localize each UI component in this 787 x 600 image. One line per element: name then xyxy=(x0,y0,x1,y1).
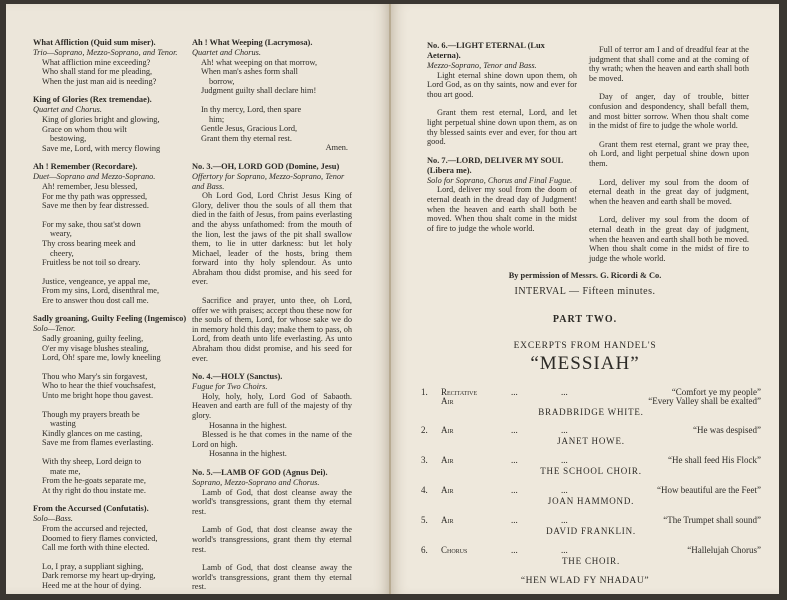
right-column-1 xyxy=(427,41,577,242)
stanza-gap xyxy=(192,96,352,105)
leader-dots: ... xyxy=(511,387,518,397)
text-line: Fruitless be not toil so dreary. xyxy=(42,258,141,268)
paragraph: Lamb of God, that dost cleanse away the world's transgressions, grant them thy eternal rest. xyxy=(192,487,352,516)
performer: THE CHOIR. xyxy=(562,556,620,566)
text-line: From my sins, Lord, disenthral me, xyxy=(42,286,160,296)
paragraph-gap xyxy=(192,287,352,296)
text-line: Save me then by fear distressed. xyxy=(42,201,149,211)
program-list xyxy=(421,387,761,575)
section xyxy=(427,156,577,234)
excerpts-heading: EXCERPTS FROM HANDEL'S xyxy=(513,341,657,351)
item-type: Air xyxy=(441,485,454,495)
item-title: “Hallelujah Chorus” xyxy=(687,545,761,555)
program-item xyxy=(421,425,761,455)
stanza-gap xyxy=(33,448,191,457)
item-number: 5. xyxy=(421,515,428,525)
item-number: 3. xyxy=(421,455,428,465)
stanza-gap xyxy=(33,401,191,410)
text-line: Judgment guilty shall declare him! xyxy=(201,86,317,96)
section-title: No. 6.—LIGHT ETERNAL (Lux Aeterna). xyxy=(427,41,545,60)
section-subtitle: Offertory for Soprano, Mezzo-Soprano, Tenor and Bass. xyxy=(192,171,345,191)
text-line: Save me from flames everlasting. xyxy=(42,438,154,448)
performer: DAVID FRANKLIN. xyxy=(546,526,636,536)
paragraph: Lord, deliver my soul from the doom of eternal death in the dread day of Judgment! when the heaven and earth shall both be moved. When thou shalt come in the midst of fire to judge the whole world. xyxy=(427,185,577,233)
item-title: “He was despised” xyxy=(693,425,761,435)
section xyxy=(427,41,577,147)
item-title: “How beautiful are the Feet” xyxy=(657,485,761,495)
text-line: Who shall stand for me pleading, xyxy=(42,67,153,77)
paragraph: Lamb of God, that dost cleanse away the world's transgressions, grant them thy eternal rest. xyxy=(192,525,352,554)
paragraph-gap xyxy=(192,554,352,563)
text-line: weary, xyxy=(50,229,72,239)
text-line: When the just man aid is needing? xyxy=(42,76,157,86)
section xyxy=(33,95,191,153)
text-line: borrow, xyxy=(209,76,235,86)
section-gap xyxy=(192,363,352,372)
text-line: In thy mercy, Lord, then spare xyxy=(201,104,302,114)
program-item xyxy=(421,515,761,545)
text-line: From the he-goats separate me, xyxy=(42,476,146,486)
section xyxy=(33,162,191,305)
item-type: Recitative xyxy=(441,387,478,397)
text-line: Lo, I pray, a suppliant sighing, xyxy=(42,561,144,571)
paragraph: Grant them rest eternal, grant we pray thee, oh Lord, and light perpetual shine down upon them. xyxy=(589,139,749,168)
section xyxy=(33,314,191,495)
performer: JOAN HAMMOND. xyxy=(547,496,635,506)
item-title: “The Trumpet shall sound” xyxy=(663,515,761,525)
section-title: What Affliction (Quid sum miser). xyxy=(33,38,156,47)
text-line: Justice, vengeance, ye appal me, xyxy=(42,276,151,286)
item-title: “Comfort ye my people” xyxy=(671,387,761,397)
section-gap xyxy=(427,147,577,156)
paragraph: Lamb of God, that dost cleanse away the world's transgressions, grant them thy eternal rest. xyxy=(192,563,352,592)
text-line: Ah! what weeping on that morrow, xyxy=(201,57,318,67)
paragraph-gap xyxy=(192,516,352,525)
text-line: From the accursed and rejected, xyxy=(42,523,148,533)
leader-dots: ... xyxy=(561,425,568,435)
text-line: Call me forth with thine elected. xyxy=(42,543,150,553)
permission-note: By permission of Messrs. G. Ricordi & Co. xyxy=(508,271,662,281)
item-type: Air xyxy=(441,396,454,406)
interval-note: INTERVAL — Fifteen minutes. xyxy=(514,286,656,297)
leader-dots: ... xyxy=(511,515,518,525)
section-subtitle: Soprano, Mezzo-Soprano and Chorus. xyxy=(192,477,320,487)
text-line: Ah! remember, Jesu blessed, xyxy=(42,181,138,191)
stanza-gap xyxy=(33,553,191,562)
section-title: Ah ! What Weeping (Lacrymosa). xyxy=(192,38,313,47)
section-title: No. 5.—LAMB OF GOD (Agnus Dei). xyxy=(192,467,328,477)
program-item xyxy=(421,455,761,485)
section-title: From the Accursed (Confutatis). xyxy=(33,504,149,514)
item-type: Air xyxy=(441,425,454,435)
paragraph-gap xyxy=(589,206,749,215)
item-number: 4. xyxy=(421,485,428,495)
text-line: Sadly groaning, guilty feeling, xyxy=(42,334,144,344)
text-line: Kindly glances on me casting, xyxy=(42,428,143,438)
item-number: 6. xyxy=(421,545,428,555)
leader-dots: ... xyxy=(511,485,518,495)
text-line: Thou who Mary's sin forgavest, xyxy=(42,371,148,381)
text-line: With thy sheep, Lord deign to xyxy=(42,457,142,466)
section-subtitle: Solo—Tenor. xyxy=(33,324,76,334)
text-line: What affliction mine exceeding? xyxy=(42,57,151,67)
text-line: Who to hear the thief vouchsafest, xyxy=(42,381,156,391)
section-subtitle: Solo for Soprano, Chorus and Final Fugue. xyxy=(427,175,573,185)
section-gap xyxy=(33,86,191,95)
section-gap xyxy=(33,305,191,314)
performer: BRADBRIDGE WHITE. xyxy=(538,407,644,417)
section-subtitle: Trio—Soprano, Mezzo-Soprano, and Tenor. xyxy=(33,48,178,57)
section-subtitle: Duet—Soprano and Mezzo-Soprano. xyxy=(33,172,156,182)
item-title: “He shall feed His Flock” xyxy=(668,455,761,465)
left-column-1 xyxy=(33,38,191,594)
stanza-gap xyxy=(33,211,191,220)
performer: JANET HOWE. xyxy=(557,436,625,446)
text-line: Dark remorse my heart up-drying, xyxy=(42,571,156,581)
text-line: Grant them thy eternal rest. xyxy=(201,133,293,143)
text-line: At thy right do thou instate me. xyxy=(42,485,146,495)
text-line: Save me, Lord, with mercy flowing xyxy=(42,143,161,153)
program-item xyxy=(421,387,761,425)
text-line: bestowing, xyxy=(50,134,87,144)
section-gap xyxy=(427,233,577,242)
text-line: mate me, xyxy=(50,466,81,476)
text-line: Hosanna in the highest. xyxy=(209,420,287,430)
stanza-gap xyxy=(33,268,191,277)
closing-anthem: “HEN WLAD FY NHADAU” xyxy=(520,576,650,586)
text-line: Unto me bright hope thou gavest. xyxy=(42,391,154,401)
item-type: Air xyxy=(441,455,454,465)
text-line: Holy, holy, holy, Lord God of Sabaoth. Heaven and earth are full of the majesty of thy glory. xyxy=(192,391,352,420)
program-item xyxy=(421,545,761,575)
leader-dots: ... xyxy=(561,515,568,525)
leader-dots: ... xyxy=(561,387,568,397)
section-gap xyxy=(33,153,191,162)
section-title: No. 3.—OH, LORD GOD (Domine, Jesu) xyxy=(192,161,340,171)
section-title: King of Glories (Rex tremendae). xyxy=(33,95,152,105)
performer: THE SCHOOL CHOIR. xyxy=(540,466,642,476)
text-line: Lord, Oh! spare me, lowly kneeling xyxy=(42,353,161,363)
leader-dots: ... xyxy=(561,545,568,555)
paragraph: Lord, deliver my soul from the doom of eternal death in the great day of judgment, when the heaven and earth shall be moved. xyxy=(589,177,749,206)
paragraph: Sacrifice and prayer, unto thee, oh Lord, offer we with praises; accept thou these now for the souls of them, Lord, for whose sake we do in memory hold this day; make them to pass, oh Lord, from death unto life everlasting. As unto Abraham thou didst promise, and his seed for ever. xyxy=(192,296,352,363)
text-line: Grace on whom thou wilt xyxy=(42,124,127,134)
leader-dots: ... xyxy=(561,485,568,495)
left-page xyxy=(6,4,390,594)
text-line: Gentle Jesus, Gracious Lord, xyxy=(201,124,298,134)
program-item xyxy=(421,485,761,515)
paragraph: Oh Lord God, Lord Christ Jesus King of Glory, deliver thou the souls of all them that died in the faith of Jesus, from pains everlasting and the abyss unfathomed: from the mouth of the lion, lest the jaws of the pit shall swallow them, to lie in utter darkness: but let holy Michael, leader of the hosts, bring them forward into thy holy splendour. As unto Abraham thou didst promise, and his seed for ever. xyxy=(192,191,352,287)
paragraph-gap xyxy=(589,169,749,178)
section-subtitle: Quartet and Chorus. xyxy=(33,105,102,115)
section xyxy=(192,162,352,363)
item-type: Air xyxy=(441,515,454,525)
section-gap xyxy=(192,153,352,162)
section-gap xyxy=(192,459,352,468)
item-title: “Every Valley shall be exalted” xyxy=(648,396,761,406)
leader-dots: ... xyxy=(511,425,518,435)
section xyxy=(192,38,352,153)
leader-dots: ... xyxy=(511,545,518,555)
section-subtitle: Mezzo-Soprano, Tenor and Bass. xyxy=(427,61,537,70)
section-title: Sadly groaning, Guilty Feeling (Ingemisco) xyxy=(33,314,187,324)
section-gap xyxy=(192,592,352,594)
leader-dots: ... xyxy=(561,455,568,465)
paragraph: Light eternal shine down upon them, oh Lord God, as on thy saints, now and ever for thou art good. xyxy=(427,70,577,99)
text-line: cheery, xyxy=(50,248,74,258)
paragraph-gap xyxy=(427,99,577,108)
text-line: For me thy path was oppressed, xyxy=(42,191,148,201)
paragraph: Day of anger, day of trouble, bitter confusion and despondency, shall befall them, and most bitter sorrow. When thou shalt come in the midst of fire to judge the whole world. xyxy=(589,92,749,131)
item-number: 2. xyxy=(421,425,428,435)
text-line: King of glories bright and glowing, xyxy=(42,114,160,124)
text-line: him; xyxy=(209,114,225,124)
text-line: Doomed to fiery flames convicted, xyxy=(42,533,158,543)
paragraph-gap xyxy=(589,131,749,140)
text-line: Amen. xyxy=(325,143,348,153)
section-subtitle: Solo—Bass. xyxy=(33,514,73,524)
left-column-2 xyxy=(192,38,352,594)
text-line: Blessed is he that comes in the name of the Lord on high. xyxy=(192,430,352,449)
text-line: O'er my visage blushes stealing, xyxy=(42,343,149,353)
paragraph: Full of terror am I and of dreadful fear at the judgment that shall come and at the coming of thy wrath; when the heaven and earth shall both be moved. xyxy=(589,45,749,83)
item-number: 1. xyxy=(421,387,428,397)
section xyxy=(192,468,352,592)
text-line: When man's ashes form shall xyxy=(201,67,298,77)
paragraph-gap xyxy=(589,83,749,92)
part-two-heading: PART TWO. xyxy=(552,314,618,325)
text-line: For my sake, thou sat'st down xyxy=(42,219,141,229)
section xyxy=(192,372,352,459)
item-type: Chorus xyxy=(441,545,468,555)
section-gap xyxy=(33,591,191,594)
section-title: Ah ! Remember (Recordare). xyxy=(33,162,138,172)
text-line: Though my prayers breath be xyxy=(42,409,140,419)
messiah-title: “MESSIAH” xyxy=(530,353,640,374)
text-line: Ere to answer thou dost call me. xyxy=(42,295,149,305)
right-column-2 xyxy=(589,45,749,272)
section-title: No. 7.—LORD, DELIVER MY SOUL (Libera me). xyxy=(427,155,563,175)
section-subtitle: Quartet and Chorus. xyxy=(192,48,261,57)
paragraph: Lord, deliver my soul from the doom of eternal death in the great day of judgment, when the heaven and earth shall both be moved. When thou shalt come in the midst of fire to judge the whole world. xyxy=(589,215,749,263)
section xyxy=(33,504,191,590)
text-line: Heed me at the hour of dying. xyxy=(42,580,142,590)
text-line: wasting xyxy=(50,419,76,429)
section xyxy=(33,38,191,86)
leader-dots: ... xyxy=(511,455,518,465)
text-line: Thy cross bearing meek and xyxy=(42,238,136,248)
right-page xyxy=(391,4,779,594)
paragraph: Grant them rest eternal, Lord, and let light perpetual shine down upon them, as on thy blessed saints ever and ever, for thou art good. xyxy=(427,108,577,147)
section-subtitle: Fugue for Two Choirs. xyxy=(192,382,268,392)
stanza-gap xyxy=(33,363,191,372)
text-line: Hosanna in the highest. xyxy=(209,449,287,459)
section-gap xyxy=(33,495,191,504)
section-title: No. 4.—HOLY (Sanctus). xyxy=(192,372,283,382)
